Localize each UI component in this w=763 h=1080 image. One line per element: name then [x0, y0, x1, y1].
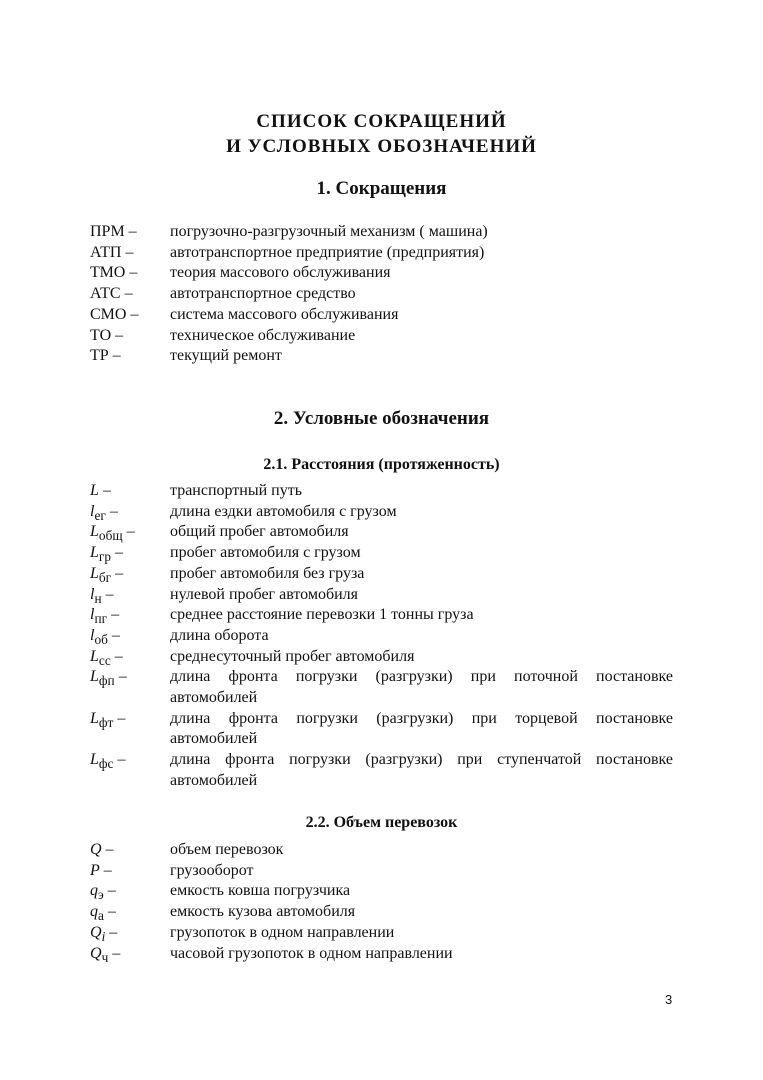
symbol-letter: Q	[90, 944, 102, 962]
symbol-dash: –	[113, 751, 126, 769]
symbol-item	[90, 522, 673, 543]
symbol-letter: l	[90, 585, 95, 603]
abbreviation-item	[90, 305, 673, 326]
symbol-letter: L	[90, 668, 99, 686]
abbreviation-term: АТС –	[90, 285, 133, 303]
symbol-item	[90, 481, 673, 502]
symbol-letter: q	[90, 882, 98, 900]
symbol-letter: Q	[90, 841, 102, 858]
symbol-subscript: об	[94, 632, 108, 648]
symbol-letter: L	[90, 647, 99, 665]
symbol-definition: длина фронта погрузки (разгрузки) при ступенчатой постановке автомобилей	[170, 751, 673, 789]
abbreviation-item	[90, 263, 673, 284]
symbol-letter: l	[90, 626, 95, 644]
symbol-definition: среднесуточный пробег автомобиля	[170, 647, 415, 665]
symbol-letter: P	[90, 861, 100, 879]
symbol-subscript: фп	[98, 673, 115, 689]
symbol-dash: –	[98, 482, 111, 499]
symbol-definition: объем перевозок	[170, 841, 284, 858]
symbol-subscript: э	[98, 887, 104, 903]
abbreviation-term: ТО –	[90, 326, 124, 344]
symbol-dash: –	[99, 861, 112, 879]
abbreviation-item	[90, 243, 673, 264]
symbol-dash: –	[101, 585, 114, 603]
symbol-letter: L	[90, 709, 99, 727]
symbol-letter: L	[90, 544, 99, 562]
abbreviation-definition: теория массового обслуживания	[170, 264, 391, 282]
symbol-subscript: фт	[98, 714, 114, 730]
section-2-heading: 2. Условные обозначения	[273, 408, 490, 429]
symbol-definition: длина оборота	[170, 626, 269, 644]
symbol-definition: общий пробег автомобиля	[170, 523, 349, 541]
page-title-line-2: И УСЛОВНЫХ ОБОЗНАЧЕНИЙ	[226, 136, 537, 157]
abbreviation-item	[90, 346, 673, 367]
symbol-dash: –	[111, 564, 124, 582]
abbreviation-definition: система массового обслуживания	[170, 305, 399, 323]
symbol-term	[90, 840, 114, 861]
section-1-heading: 1. Сокращения	[316, 178, 447, 199]
symbol-item	[90, 647, 673, 668]
page-title-line-1: СПИСОК СОКРАЩЕНИЙ	[256, 111, 507, 132]
symbol-term	[90, 709, 125, 734]
symbol-subscript: гр	[98, 549, 112, 565]
symbol-item	[90, 944, 673, 965]
symbol-subscript: бг	[98, 570, 112, 585]
symbol-dash: –	[108, 944, 121, 962]
symbol-definition: длина фронта погрузки (разгрузки) при поточной постановке автомобилей	[170, 668, 673, 707]
symbol-subscript: ч	[101, 949, 109, 965]
abbreviation-item	[90, 326, 673, 347]
symbol-item	[90, 709, 673, 750]
symbol-item	[90, 861, 673, 882]
symbol-definition: емкость кузова автомобиля	[170, 903, 356, 921]
symbol-item	[90, 923, 673, 944]
symbol-letter: l	[90, 606, 95, 624]
abbreviation-item	[90, 284, 673, 305]
symbol-item	[90, 750, 673, 791]
symbol-item	[90, 585, 673, 606]
symbol-dash: –	[103, 903, 116, 921]
symbol-dash: –	[105, 502, 118, 520]
symbol-dash: –	[107, 606, 120, 624]
symbol-term	[90, 667, 127, 692]
abbreviation-definition: погрузочно-разгрузочный механизм ( машина)	[170, 223, 488, 240]
symbol-subscript: i	[101, 929, 106, 944]
symbol-letter: L	[90, 564, 99, 582]
symbol-letter: q	[90, 903, 98, 921]
symbol-dash: –	[101, 841, 114, 858]
symbol-subscript: а	[98, 908, 104, 924]
symbol-dash: –	[122, 523, 135, 541]
symbol-definition: длина фронта погрузки (разгрузки) при торцевой постановке автомобилей	[170, 709, 673, 748]
symbol-term	[90, 944, 120, 969]
symbol-subscript: общ	[98, 528, 123, 544]
symbol-subscript: н	[94, 590, 102, 606]
symbol-definition: грузооборот	[170, 861, 254, 879]
abbreviation-term: ТМО –	[90, 264, 138, 282]
symbol-definition: нулевой пробег автомобиля	[170, 585, 359, 603]
symbol-item	[90, 543, 673, 564]
symbol-definition: грузопоток в одном направлении	[170, 923, 395, 941]
symbol-subscript: фс	[98, 756, 114, 772]
subsection-2-2-heading: 2.2. Объем перевозок	[305, 814, 458, 831]
symbol-item	[90, 626, 673, 647]
symbol-definition: транспортный путь	[170, 482, 303, 499]
symbol-dash: –	[105, 923, 118, 941]
abbreviation-definition: текущий ремонт	[170, 347, 282, 365]
symbol-term	[90, 750, 125, 775]
symbol-definition: среднее расстояние перевозки 1 тонны груза	[170, 606, 474, 624]
symbol-term	[90, 861, 112, 882]
symbol-item	[90, 605, 673, 626]
symbol-letter: l	[90, 502, 95, 520]
symbol-term	[90, 481, 111, 502]
volume-symbol-list	[90, 840, 673, 964]
symbol-dash: –	[107, 626, 120, 644]
symbol-letter: L	[90, 523, 99, 541]
symbol-letter: Q	[90, 923, 102, 941]
symbol-letter: L	[90, 482, 99, 499]
abbreviation-term: АТП –	[90, 243, 134, 261]
symbol-item	[90, 902, 673, 923]
symbol-subscript: ег	[94, 507, 106, 523]
abbreviation-term: ПРМ –	[90, 223, 137, 240]
symbol-definition: часовой грузопоток в одном направлении	[170, 944, 453, 962]
abbreviation-term: ТР –	[90, 347, 121, 365]
symbol-definition: пробег автомобиля с грузом	[170, 544, 361, 562]
symbol-item	[90, 502, 673, 523]
symbol-definition: длина ездки автомобиля с грузом	[170, 502, 397, 520]
abbreviation-definition: автотранспортное средство	[170, 285, 356, 303]
symbol-item	[90, 667, 673, 708]
symbol-item	[90, 840, 673, 861]
symbol-dash: –	[111, 544, 124, 562]
abbreviations-list	[90, 222, 673, 367]
abbreviation-definition: автотранспортное предприятие (предприятия)	[170, 243, 485, 261]
symbol-dash: –	[110, 647, 123, 665]
page-number: 3	[665, 992, 673, 1007]
symbol-dash: –	[114, 668, 127, 686]
symbol-subscript: сс	[98, 652, 111, 668]
symbol-item	[90, 564, 673, 585]
symbol-definition: пробег автомобиля без груза	[170, 564, 365, 582]
distances-symbol-list	[90, 481, 673, 792]
abbreviation-item	[90, 222, 673, 243]
symbol-item	[90, 881, 673, 902]
abbreviation-definition: техническое обслуживание	[170, 326, 356, 344]
symbol-letter: L	[90, 751, 99, 769]
symbol-definition: емкость ковша погрузчика	[170, 882, 351, 900]
symbol-dash: –	[113, 709, 126, 727]
subsection-2-1-heading: 2.1. Расстояния (протяженность)	[263, 456, 500, 473]
symbol-subscript: пг	[94, 611, 108, 627]
symbol-dash: –	[103, 882, 116, 900]
abbreviation-term: СМО –	[90, 305, 139, 323]
